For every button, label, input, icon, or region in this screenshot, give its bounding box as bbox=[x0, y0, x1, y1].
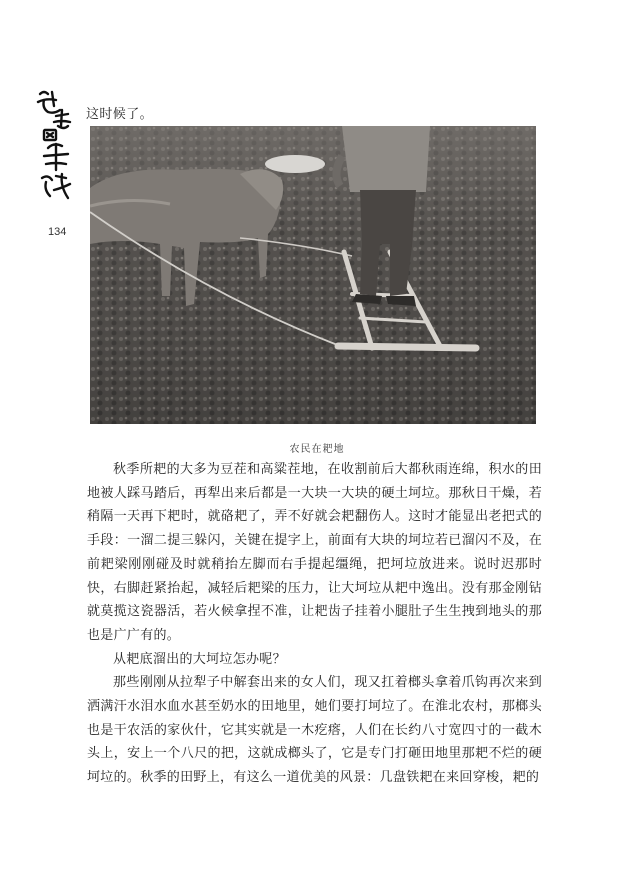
running-head-calligraphy bbox=[34, 86, 76, 206]
distant-object bbox=[265, 155, 325, 173]
page-number: 134 bbox=[48, 226, 67, 238]
paragraph: 秋季所耙的大多为豆茬和高粱茬地，在收割前后大都秋雨连绵，积水的田地被人踩马踏后，再犁出来后都是一大块一大块的硬土坷垃。那秋日干燥，若稍隔一天再下耙时，就硌耙了，弄不好就会耙翻伤人。这时才能显出老把式的手段：一溜二提三躲闪，关键在提字上，前面有大块的坷垃若已溜闪不及，在前耙梁刚刚碰及时就稍抬左脚而右手提起缰绳，把坷垃放进来。说时迟那时快，右脚赶紧抬起，减轻后耙梁的压力，让大坷垃从耙中逸出。没有那金刚钻就莫揽这瓷器活，若火候拿捏不准，让耙齿子挂着小腿肚子生生拽到地头的那也是广广有的。 bbox=[87, 462, 542, 643]
body-text bbox=[87, 458, 542, 790]
photo-caption: 农民在耙地 bbox=[289, 444, 345, 455]
paragraph: 那些刚刚从拉犁子中解套出来的女人们，现又扛着榔头拿着爪钩再次来到洒满汗水泪水血水甚至奶水的田地里，她们要打坷垃了。在淮北农村，那榔头也是干农活的家伙什，它其实就是一木疙瘩，人们在长约八寸宽四寸的一截木头上，安上一个八尺的把，这就成榔头了，它是专门打砸田地里那耙不烂的硬坷垃的。秋季的田野上，有这么一道优美的风景：几盘铁耙在来回穿梭，耙的 bbox=[87, 675, 542, 786]
calligraphy-title-graphic bbox=[34, 86, 76, 206]
lead-text-line: 这时候了。 bbox=[86, 107, 154, 122]
farmer-ox-harrow-photo bbox=[90, 126, 536, 424]
paragraph: 从耙底溜出的大坷垃怎办呢？ bbox=[113, 651, 286, 667]
